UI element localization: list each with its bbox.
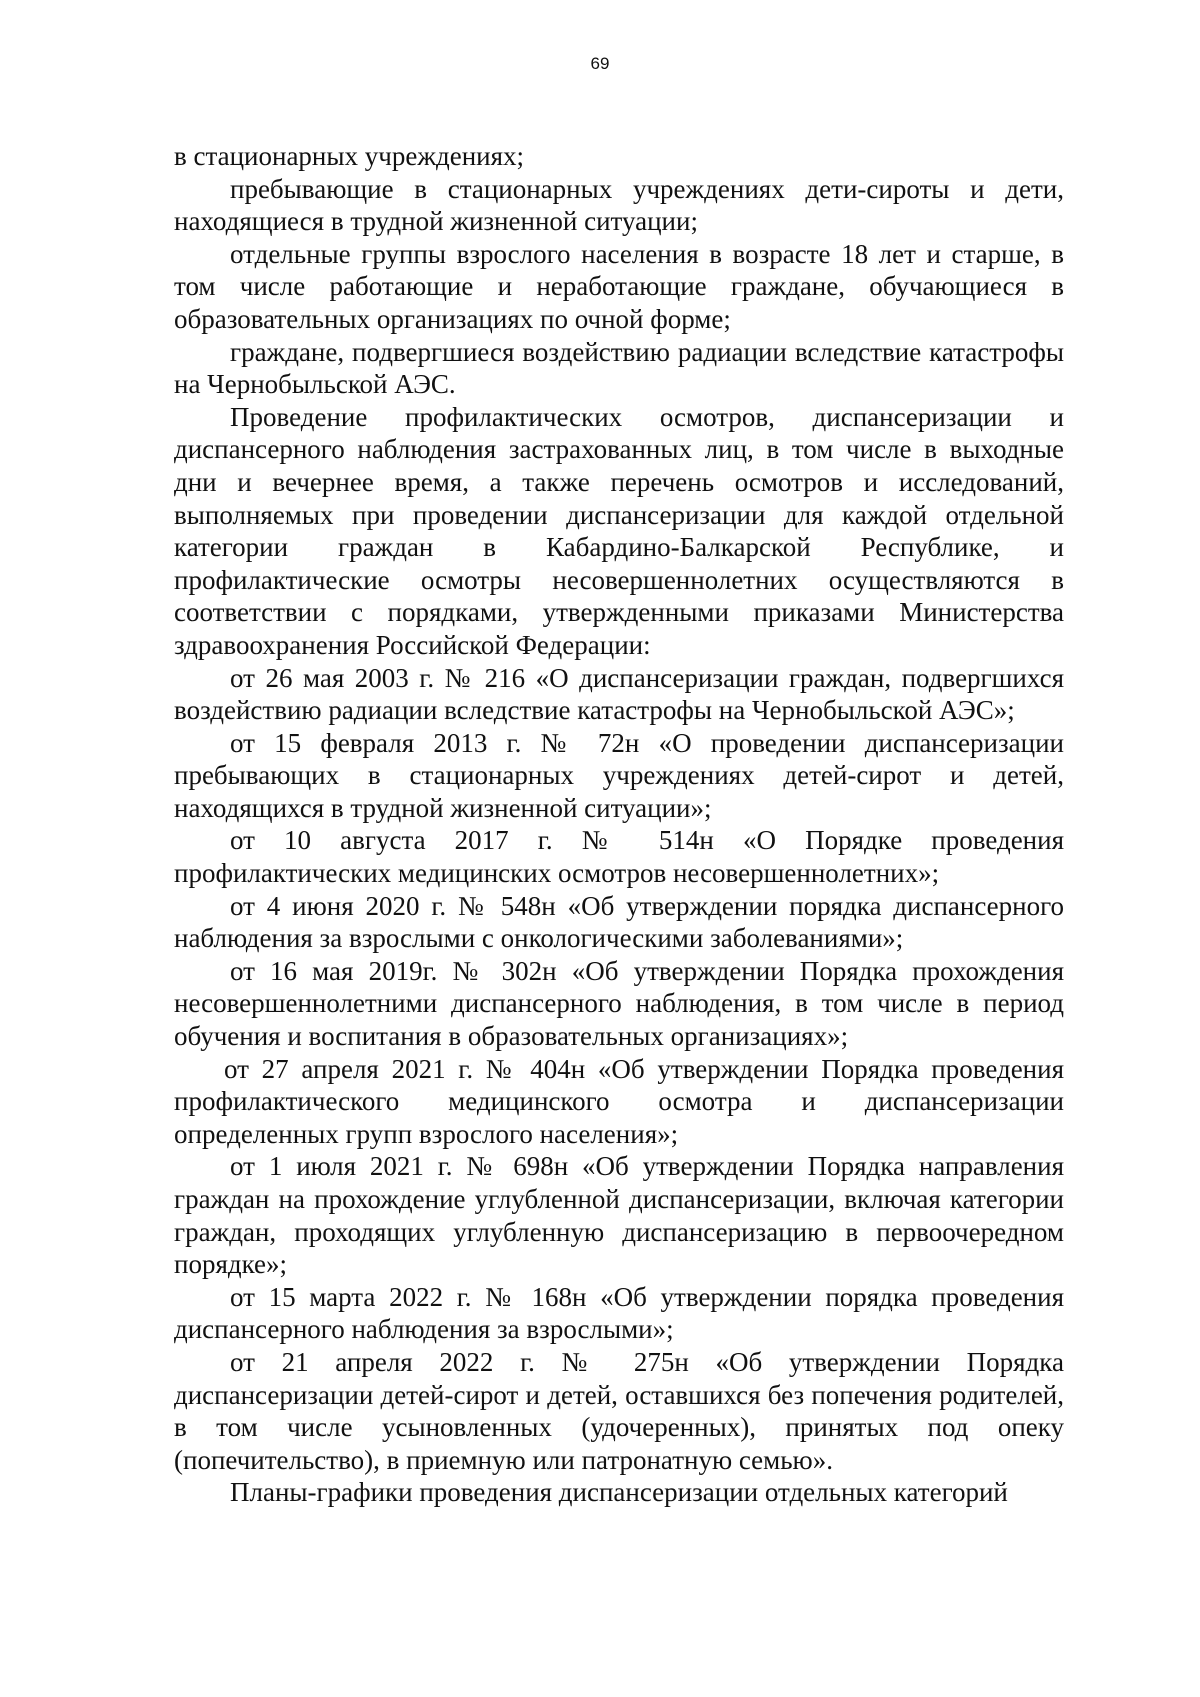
paragraph-chernobyl-category: граждане, подвергшиеся воздействию радиации вследствие катастрофы на Чернобыльской АЭС. [174, 336, 1064, 400]
paragraph-schedules: Планы-графики проведения диспансеризации отдельных категорий [230, 1477, 1008, 1508]
order-item-2020-548n: от 4 июня 2020 г. № 548н «Об утверждении порядка диспансерного наблюдения за взрослыми с онкологическими заболеваниями»; [174, 890, 1064, 954]
order-item-2021-404n: от 27 апреля 2021 г. № 404н «Об утверждении Порядка проведения профилактического медицинского осмотра и диспансеризации определенных групп взрослого населения»; [174, 1053, 1064, 1149]
order-item-2019-302n: от 16 мая 2019г. № 302н «Об утверждении Порядка прохождения несовершеннолетними диспансерного наблюдения, в том числе в период обучения и воспитания в образовательных организациях»; [174, 955, 1064, 1052]
paragraph-adult-groups-category: отдельные группы взрослого населения в возрасте 18 лет и старше, в том числе работающие и неработающие граждане, обучающиеся в образовательных организациях по очной форме; [174, 238, 1064, 334]
order-item-2021-698n: от 1 июля 2021 г. № 698н «Об утверждении Порядка направления граждан на прохождение углубленной диспансеризации, включая категории граждан, проходящих углубленную диспансеризацию в первоочередном порядке»; [174, 1151, 1064, 1280]
document-body [174, 140, 1064, 1509]
paragraph-continuation: в стационарных учреждениях; [174, 141, 525, 171]
page-number: 69 [590, 54, 610, 73]
order-item-2022-275n: от 21 апреля 2022 г. № 275н «Об утверждении Порядка диспансеризации детей-сирот и детей, оставшихся без попечения родителей, в том числе усыновленных (удочеренных), принятых под опеку (попечительство), в приемную или патронатную семью». [174, 1346, 1064, 1475]
paragraph-procedure-intro: Проведение профилактических осмотров, диспансеризации и диспансерного наблюдения застрахованных лиц, в том числе в выходные дни и вечернее время, а также перечень осмотров и исследований, выполняемых при проведении диспансеризации для каждой отдельной категории граждан в Кабардино-Балкарской Республике, и профилактические осмотры несовершеннолетних осуществляются в соответствии с порядками, утвержденными приказами Министерства здравоохранения Российской Федерации: [174, 401, 1064, 660]
paragraph-orphans-category: пребывающие в стационарных учреждениях дети-сироты и дети, находящиеся в трудной жизненной ситуации; [174, 173, 1064, 237]
order-item-2003-216: от 26 мая 2003 г. № 216 «О диспансеризации граждан, подвергшихся воздействию радиации вследствие катастрофы на Чернобыльской АЭС»; [174, 662, 1064, 726]
order-item-2013-72n: от 15 февраля 2013 г. № 72н «О проведении диспансеризации пребывающих в стационарных учреждениях детей-сирот и детей, находящихся в трудной жизненной ситуации»; [174, 727, 1064, 823]
order-item-2022-168n: от 15 марта 2022 г. № 168н «Об утверждении порядка проведения диспансерного наблюдения за взрослыми»; [174, 1281, 1064, 1345]
order-item-2017-514n: от 10 августа 2017 г. № 514н «О Порядке проведения профилактических медицинских осмотров несовершеннолетних»; [174, 825, 1064, 889]
